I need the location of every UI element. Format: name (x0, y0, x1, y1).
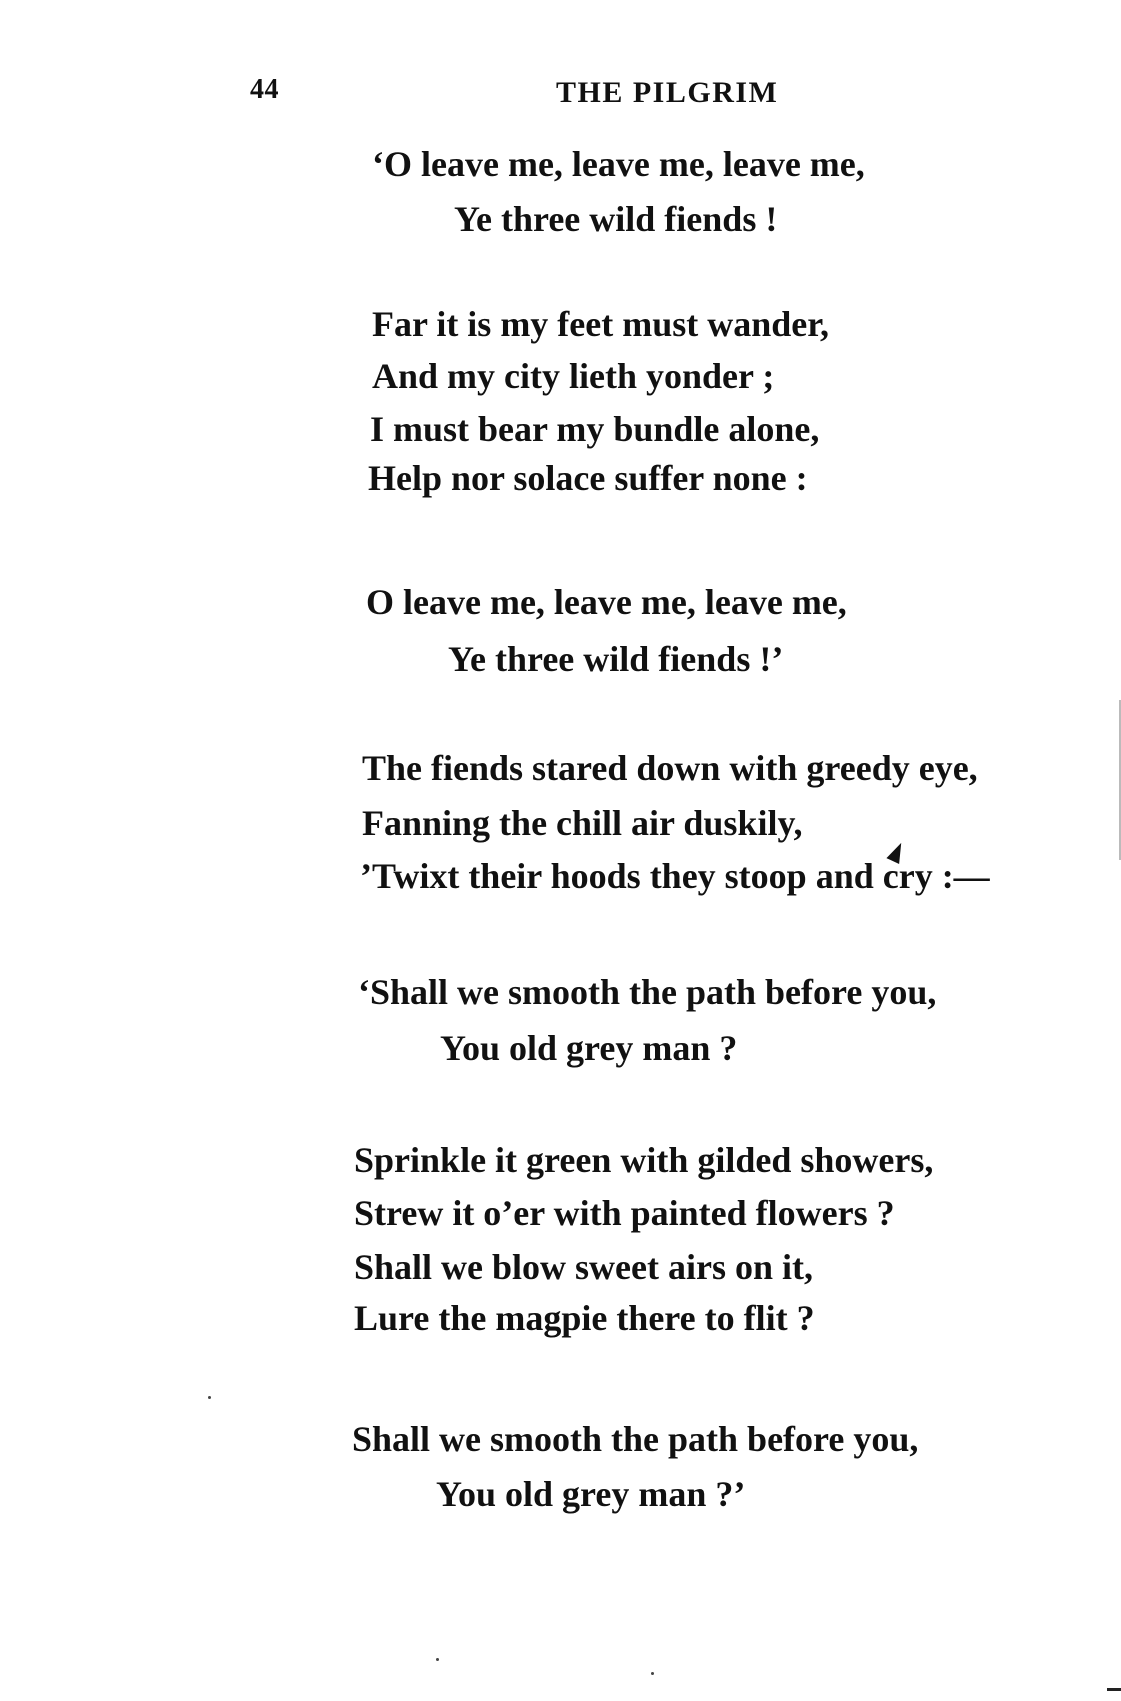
page-number: 44 (250, 74, 279, 105)
poem-line: The fiends stared down with greedy eye, (362, 748, 978, 788)
poem-line: Ye three wild fiends !’ (448, 639, 784, 679)
poem-line: Sprinkle it green with gilded showers, (354, 1140, 934, 1180)
speck-mark (436, 1658, 439, 1661)
speck-mark (208, 1396, 211, 1399)
poem-line: Ye three wild fiends ! (454, 199, 778, 239)
poem-line: ’Twixt their hoods they stoop and cry :— (360, 856, 990, 896)
poem-line: Lure the magpie there to flit ? (354, 1298, 815, 1338)
edge-mark (1107, 1688, 1121, 1691)
poem-line: ‘Shall we smooth the path before you, (358, 972, 937, 1012)
running-title: THE PILGRIM (556, 76, 779, 109)
poem-line: Fanning the chill air duskily, (362, 803, 803, 843)
speck-mark (651, 1672, 654, 1675)
poem-line: You old grey man ? (440, 1028, 738, 1068)
poem-line: ‘O leave me, leave me, leave me, (372, 144, 865, 184)
poem-line: Far it is my feet must wander, (372, 304, 829, 344)
poem-line: I must bear my bundle alone, (370, 409, 820, 449)
poem-line: Strew it o’er with painted flowers ? (354, 1193, 895, 1233)
poem-line: And my city lieth yonder ; (372, 356, 775, 396)
poem-line: Shall we blow sweet airs on it, (354, 1247, 813, 1287)
poem-line: Shall we smooth the path before you, (352, 1419, 919, 1459)
poem-line: Help nor solace suffer none : (368, 458, 808, 498)
poem-line: O leave me, leave me, leave me, (366, 582, 847, 622)
poem-line: You old grey man ?’ (436, 1474, 746, 1514)
